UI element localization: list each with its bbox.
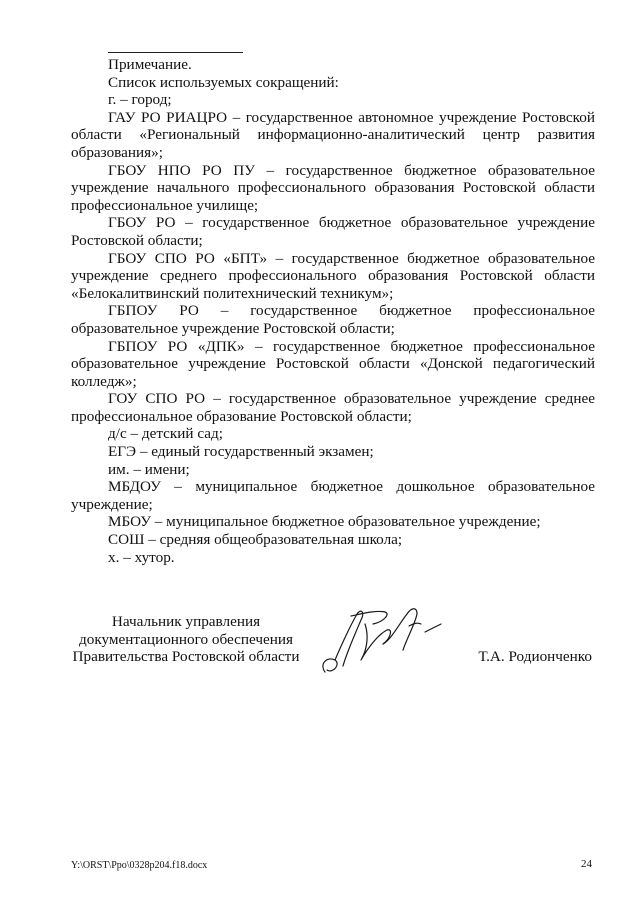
page-number: 24	[581, 858, 592, 870]
abbreviation-item: ГОУ СПО РО – государственное образовательное учреждение среднее профессиональное образование Ростовской области;	[71, 390, 595, 425]
abbreviation-item: им. – имени;	[108, 460, 190, 478]
signatory-title-line: Правительства Ростовской области	[72, 648, 300, 666]
handwritten-signature	[313, 594, 453, 684]
abbreviation-item: ГБОУ РО – государственное бюджетное образовательное учреждение Ростовской области;	[71, 214, 595, 249]
abbreviation-item: МБОУ – муниципальное бюджетное образовательное учреждение;	[108, 513, 541, 531]
abbreviation-item: ГБПОУ РО – государственное бюджетное профессиональное образовательное учреждение Ростовской области;	[71, 302, 595, 337]
abbreviation-item: ГАУ РО РИАЦРО – государственное автономное учреждение Ростовской области «Региональный информационно-аналитический центр развития образования»;	[71, 108, 595, 161]
abbreviation-item: д/с – детский сад;	[108, 425, 223, 443]
abbreviation-item: ЕГЭ – единый государственный экзамен;	[108, 443, 374, 461]
signer-name: Т.А. Родионченко	[478, 648, 592, 665]
signatory-title-line: документационного обеспечения	[79, 630, 293, 648]
signatory-title	[71, 613, 301, 666]
file-path: Y:\ORST\Ppo\0328p204.f18.docx	[71, 860, 208, 871]
abbreviation-item: МБДОУ – муниципальное бюджетное дошкольное образовательное учреждение;	[71, 478, 595, 513]
abbreviation-item: ГБОУ НПО РО ПУ – государственное бюджетное образовательное учреждение начального профессионального образования Ростовской области профессиональное училище;	[71, 161, 595, 214]
abbreviation-item: ГБОУ СПО РО «БПТ» – государственное бюджетное образовательное учреждение среднего профессионального образования Ростовской области «Белокалитвинский политехнический техникум»;	[71, 249, 595, 302]
abbreviation-item: СОШ – средняя общеобразовательная школа;	[108, 531, 403, 549]
footnote-title: Примечание.	[108, 56, 192, 73]
abbreviation-item: ГБПОУ РО «ДПК» – государственное бюджетное профессиональное образовательное учреждение Ростовской области «Донской педагогический колледж»;	[71, 337, 595, 390]
footnote-separator	[108, 52, 243, 53]
signatory-title-line: Начальник управления	[111, 613, 261, 630]
abbreviation-item: х. – хутор.	[108, 548, 175, 566]
abbreviation-item: г. – город;	[108, 91, 172, 109]
footnote-body	[71, 56, 595, 566]
footnote-intro: Список используемых сокращений:	[108, 73, 339, 91]
